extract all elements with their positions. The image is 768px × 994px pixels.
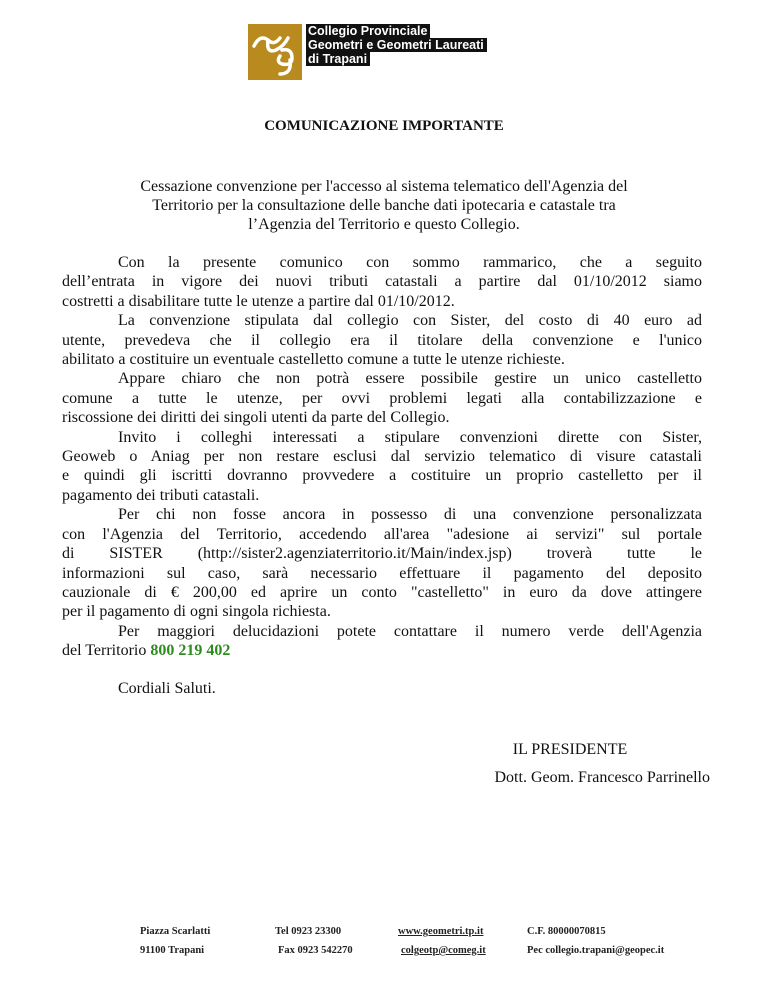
signature-block bbox=[420, 736, 710, 792]
paragraph-line: per il pagamento di ogni singola richiesta. bbox=[62, 603, 331, 621]
footer-address-street: Piazza Scarlatti bbox=[140, 926, 211, 937]
paragraph-line bbox=[62, 641, 702, 660]
paragraph-line: Geoweb o Aniag per non restare esclusi dal servizio telematico di visure catastali bbox=[62, 448, 702, 466]
paragraph-line: Per maggiori delucidazioni potete contattare il numero verde dell'Agenzia bbox=[118, 622, 702, 640]
footer-website-link[interactable]: www.geometri.tp.it bbox=[398, 926, 484, 937]
paragraph-line: informazioni sul caso, sarà necessario effettuare il pagamento del deposito bbox=[62, 564, 702, 582]
paragraph-line: costretti a disabilitare tutte le utenze a partire dal 01/10/2012. bbox=[62, 292, 455, 310]
logo-cg-icon bbox=[248, 24, 302, 80]
subtitle-line: Territorio per la consultazione delle banche dati ipotecaria e catastale tra bbox=[152, 197, 616, 214]
footer-pec: Pec collegio.trapani@geopec.it bbox=[527, 945, 665, 956]
paragraph bbox=[62, 622, 702, 661]
footer-ids bbox=[527, 922, 664, 960]
paragraph-line: pagamento dei tributi catastali. bbox=[62, 486, 260, 504]
document-body bbox=[62, 253, 702, 661]
logo-line: Collegio Provinciale bbox=[306, 24, 430, 38]
footer-phones bbox=[275, 922, 353, 960]
paragraph-line: di SISTER (http://sister2.agenziaterritorio.it/Main/index.jsp) troverà tutte le bbox=[62, 545, 702, 563]
paragraph-line: Per chi non fosse ancora in possesso di una convenzione personalizzata bbox=[118, 506, 702, 524]
paragraph-line: abilitato a costituire un eventuale castelletto comune a tutte le utenze richieste. bbox=[62, 351, 565, 369]
paragraph-line: e quindi gli iscritti dovranno provvedere a costituire un proprio castelletto per il bbox=[62, 467, 702, 485]
subtitle-line: l’Agenzia del Territorio e questo Collegio. bbox=[248, 216, 520, 233]
toll-free-number: 800 219 402 bbox=[150, 642, 231, 660]
document-title: COMUNICAZIONE IMPORTANTE bbox=[264, 118, 504, 134]
logo-mark bbox=[248, 24, 302, 80]
paragraph-line: con l'Agenzia del Territorio, accedendo all'area "adesione ai servizi" sul portale bbox=[62, 525, 702, 543]
footer-tel: Tel 0923 23300 bbox=[275, 926, 342, 937]
paragraph-line: Appare chiaro che non potrà essere possibile gestire un unico castelletto bbox=[118, 370, 702, 388]
paragraph bbox=[62, 311, 702, 369]
paragraph-line: dell’entrata in vigore dei nuovi tributi catastali a partire dal 01/10/2012 siamo bbox=[62, 273, 702, 291]
footer-address bbox=[140, 922, 210, 960]
footer-cf: C.F. 80000070815 bbox=[527, 926, 606, 937]
signature-role: IL PRESIDENTE bbox=[512, 741, 628, 758]
paragraph-line: Invito i colleghi interessati a stipulare convenzioni dirette con Sister, bbox=[118, 428, 702, 446]
subtitle-line: Cessazione convenzione per l'accesso al sistema telematico dell'Agenzia del bbox=[140, 178, 628, 195]
paragraph-line: comune a tutte le utenze, per ovvi problemi legati alla contabilizzazione e bbox=[62, 389, 702, 407]
footer-fax: Fax 0923 542270 bbox=[278, 945, 353, 956]
paragraph bbox=[62, 253, 702, 311]
paragraph-text: del Territorio bbox=[62, 642, 151, 660]
paragraph bbox=[62, 428, 702, 506]
logo-line: di Trapani bbox=[306, 52, 370, 66]
paragraph bbox=[62, 369, 702, 427]
footer-email-link[interactable]: colgeotp@comeg.it bbox=[401, 945, 486, 956]
footer-links bbox=[398, 922, 486, 960]
paragraph bbox=[62, 505, 702, 621]
paragraph-line: riscossione dei diritti dei singoli utenti da parte del Collegio. bbox=[62, 409, 450, 427]
signature-name: Dott. Geom. Francesco Parrinello bbox=[494, 769, 710, 786]
paragraph-line: Con la presente comunico con sommo rammarico, che a seguito bbox=[118, 254, 702, 271]
paragraph-line: utente, prevedeva che il collegio era il titolare della convenzione e l'unico bbox=[62, 331, 702, 349]
logo-text bbox=[306, 24, 487, 66]
paragraph-line: cauzionale di € 200,00 ed aprire un conto "castelletto" in euro da dove attingere bbox=[62, 583, 702, 601]
paragraph-line: La convenzione stipulata dal collegio con Sister, del costo di 40 euro ad bbox=[118, 312, 702, 330]
document-subtitle bbox=[60, 177, 708, 234]
logo-line: Geometri e Geometri Laureati bbox=[306, 38, 487, 52]
footer-address-city: 91100 Trapani bbox=[140, 945, 205, 956]
greeting: Cordiali Saluti. bbox=[118, 680, 216, 697]
